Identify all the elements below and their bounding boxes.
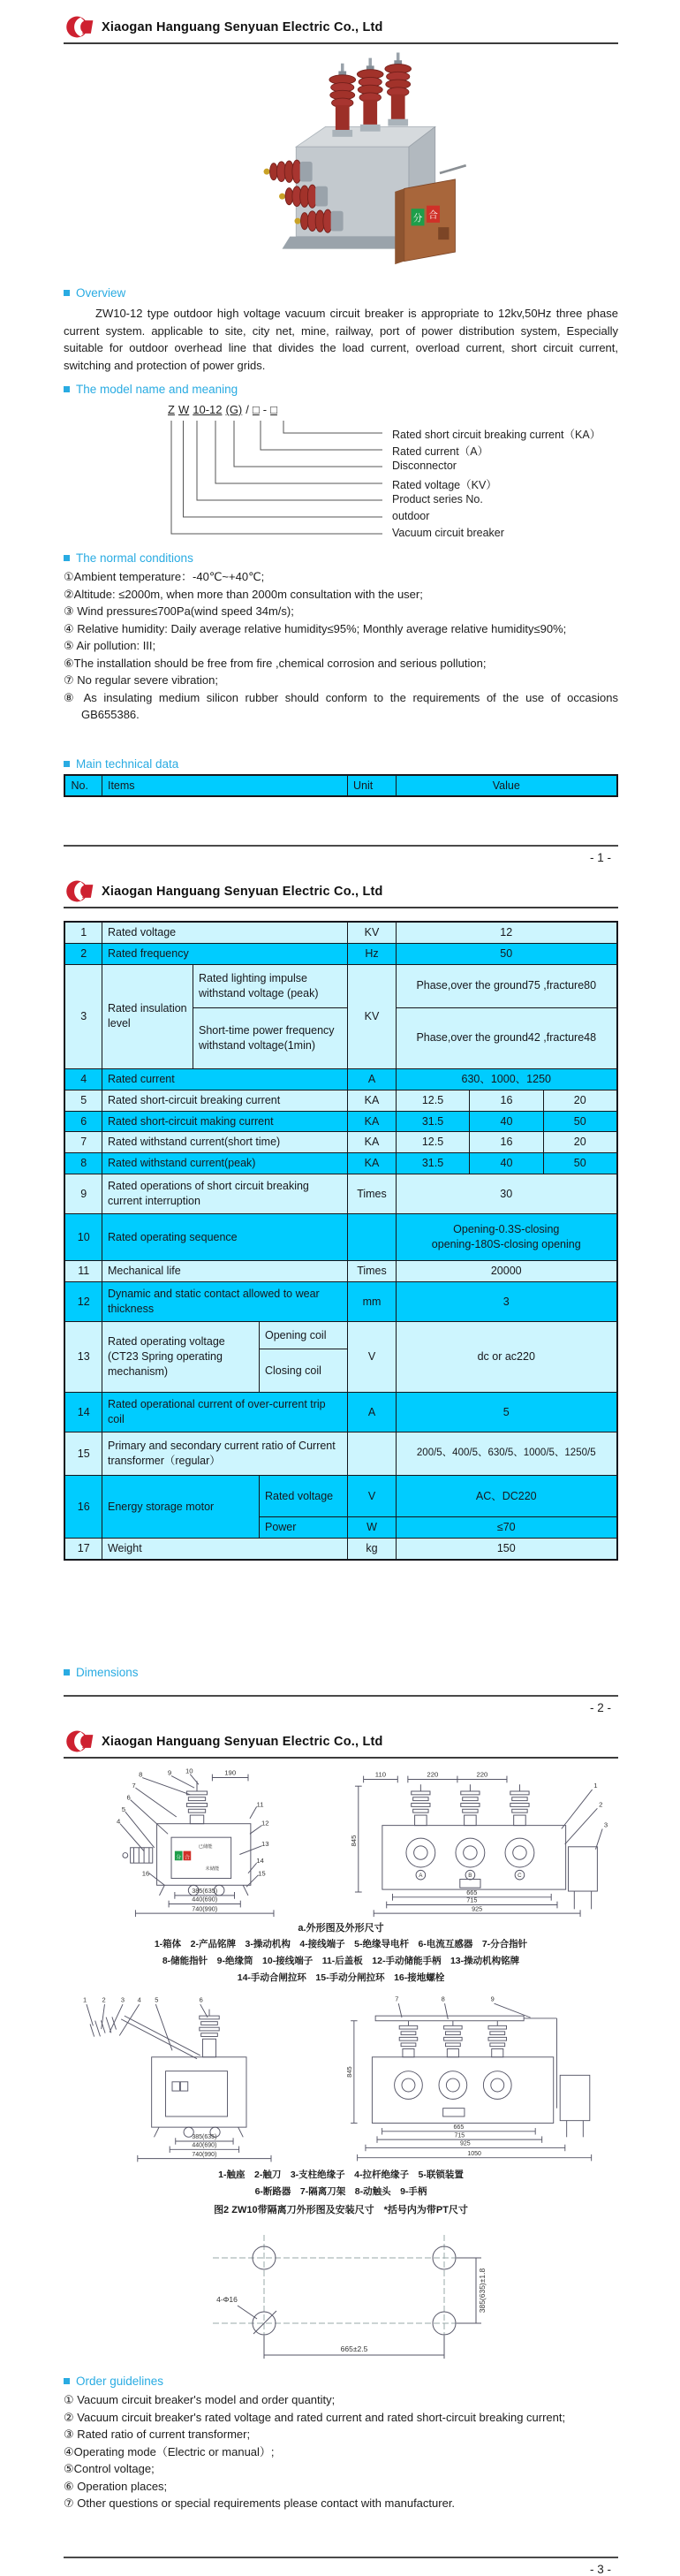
model-label: Rated current（A）: [392, 445, 489, 458]
figure-1-parts-line3: 14-手动合闸拉环 15-手动分闸拉环 16-接地螺栓: [237, 1972, 445, 1983]
condition-item: ②Altitude: ≤2000m, when more than 2000m consultation with the user;: [64, 587, 423, 601]
svg-text:220: 220: [476, 1770, 488, 1779]
table-row-15: 15 Primary and secondary current ratio of Current transformer（regular） 200/5、400/5、630/5、1000/5、1250/5: [64, 1432, 616, 1476]
svg-text:2: 2: [599, 1800, 603, 1809]
company-name: Xiaogan Hanguang Senyuan Electric Co., Ltd: [102, 1734, 383, 1749]
svg-text:385(635): 385(635): [192, 1886, 218, 1895]
svg-text:925: 925: [460, 2140, 471, 2147]
model-label: outdoor: [392, 510, 430, 522]
page-number: - 2 -: [589, 1701, 611, 1714]
section-bullet-icon: [64, 761, 70, 767]
col-value: Value: [397, 775, 617, 797]
svg-text:6: 6: [199, 1995, 203, 2004]
svg-text:7: 7: [395, 1995, 399, 2003]
svg-text:1050: 1050: [467, 2150, 481, 2157]
svg-text:3: 3: [603, 1820, 608, 1829]
figure-2-caption: 图2 ZW10带隔离刀外形图及安装尺寸 *括号内为带PT尺寸: [214, 2205, 468, 2215]
page-number: - 1 -: [589, 851, 611, 864]
figure-3: [64, 2224, 618, 2366]
page-1: [0, 0, 680, 864]
svg-text:110: 110: [374, 1770, 387, 1779]
col-no: No.: [64, 775, 102, 797]
page-3-footer: [64, 2557, 618, 2576]
svg-text:1: 1: [82, 1995, 87, 2004]
table-row-6: 6 Rated short-circuit making current KA 31.5 40 50: [64, 1111, 616, 1132]
table-row-8: 8 Rated withstand current(peak) KA 31.5 40 50: [64, 1153, 616, 1174]
hole-span-dim: 665±2.5: [340, 2344, 368, 2353]
fig1-side-view-drawing: [69, 1766, 325, 1918]
table-row-13a: 13 Rated operating voltage (CT23 Spring operating mechanism) Opening coil V dc or ac220: [64, 1322, 616, 1349]
hole-diameter-label: 4-Φ16: [216, 2295, 238, 2304]
section-bullet-icon: [64, 1669, 70, 1676]
order-item: ④Operating mode（Electric or manual）;: [64, 2444, 275, 2458]
section-model-title: [64, 383, 618, 396]
table-row-7: 7 Rated withstand current(short time) KA 12.5 16 20: [64, 1132, 616, 1153]
svg-text:15: 15: [258, 1869, 266, 1878]
model-segment: -: [262, 403, 268, 416]
svg-text:440(690): 440(690): [192, 1895, 218, 1904]
svg-text:925: 925: [472, 1904, 483, 1913]
company-logo-icon: [65, 1729, 94, 1754]
condition-item: ③ Wind pressure≤700Pa(wind speed 34m/s);: [64, 604, 294, 618]
model-diagram: [64, 403, 618, 543]
section-bullet-icon: [64, 555, 70, 561]
page-2: [0, 864, 680, 1714]
order-item: ⑤Control voltage;: [64, 2462, 155, 2475]
model-label: Rated short circuit breaking current（KA）: [392, 429, 601, 441]
table-header-row: [64, 775, 616, 797]
svg-text:16: 16: [141, 1869, 150, 1878]
svg-text:3: 3: [120, 1995, 125, 2004]
figure-2: [64, 1993, 618, 2166]
table-row-16b: Power W ≤70: [64, 1517, 616, 1539]
svg-text:B: B: [468, 1873, 472, 1880]
section-bullet-icon: [64, 290, 70, 296]
table-row-16a: 16 Energy storage motor Rated voltage V AC、DC220: [64, 1476, 616, 1517]
company-name: Xiaogan Hanguang Senyuan Electric Co., Ltd: [102, 884, 383, 899]
section-technical-title: [64, 757, 618, 771]
operating-sequence-line2: opening-180S-closing opening: [431, 1238, 581, 1251]
svg-text:8: 8: [139, 1770, 143, 1779]
svg-text:4: 4: [137, 1995, 141, 2004]
table-row-3b: Short-time power frequency withstand voltage(1min) Phase,over the ground42 ,fracture48: [64, 1007, 616, 1068]
conditions-title-text: The normal conditions: [76, 551, 193, 565]
open-indicator-label: 分: [412, 214, 423, 224]
model-label: Product series No.: [392, 493, 483, 505]
svg-text:740(990): 740(990): [192, 2151, 217, 2158]
table-row-1: 1 Rated voltage KV 12: [64, 922, 616, 943]
svg-text:665: 665: [453, 2124, 465, 2131]
figure-1-parts-line2: 8-储能指针 9-绝缘筒 10-接线端子 11-后盖板 12-手动储能手柄 13-操动机构铭牌: [162, 1956, 520, 1966]
model-segment: □: [252, 403, 260, 416]
svg-text:7: 7: [132, 1782, 136, 1790]
model-connector-lines: [168, 421, 384, 540]
model-label: Disconnector: [392, 460, 457, 472]
technical-title-text: Main technical data: [76, 756, 179, 771]
svg-text:715: 715: [454, 2132, 465, 2139]
table-row-13b: Closing coil: [64, 1349, 616, 1393]
order-item: ② Vacuum circuit breaker's rated voltage and rated current and rated short-circuit breaking current;: [64, 2410, 566, 2424]
order-list: [64, 2391, 618, 2512]
svg-text:5: 5: [121, 1805, 126, 1814]
dimensions-title-text: Dimensions: [76, 1666, 139, 1679]
technical-table-header: [64, 774, 617, 798]
col-unit: Unit: [348, 775, 397, 797]
model-label: Vacuum circuit breaker: [392, 527, 504, 539]
order-item: ③ Rated ratio of current transformer;: [64, 2428, 251, 2441]
svg-text:845: 845: [349, 1835, 358, 1847]
model-segment: W: [178, 403, 190, 416]
svg-text:A: A: [419, 1873, 423, 1880]
overview-title-text: Overview: [76, 286, 126, 300]
col-items: Items: [102, 775, 347, 797]
page-3: [0, 1714, 680, 2576]
fig1-front-view-drawing: [348, 1766, 613, 1918]
company-header: [64, 12, 618, 44]
svg-text:10: 10: [185, 1767, 193, 1775]
table-row-9: 9 Rated operations of short circuit breaking current interruption Times 30: [64, 1174, 616, 1214]
hole-pitch-dim: 385(635)±1.8: [478, 2268, 487, 2314]
company-header: [64, 1727, 618, 1759]
technical-data-table: [64, 921, 617, 1561]
svg-text:12: 12: [261, 1819, 269, 1828]
svg-text:440(690): 440(690): [192, 2142, 217, 2149]
condition-item: ⑦ No regular severe vibration;: [64, 673, 218, 687]
company-logo-icon: [65, 878, 94, 904]
operating-sequence-line1: Opening-0.3S-closing: [453, 1223, 560, 1236]
svg-text:已储能: 已储能: [198, 1843, 213, 1850]
order-item: ① Vacuum circuit breaker's model and order quantity;: [64, 2393, 336, 2406]
svg-text:1: 1: [593, 1782, 598, 1790]
condition-item: ⑤ Air pollution: III;: [64, 639, 156, 652]
svg-text:9: 9: [490, 1995, 495, 2003]
condition-item: ⑧ As insulating medium silicon rubber should conform to the requirements of the use of occasions GB655386.: [64, 690, 618, 721]
svg-text:740(990): 740(990): [192, 1904, 218, 1913]
close-indicator-label: 合: [428, 210, 438, 221]
model-label: Rated voltage（KV）: [392, 479, 497, 491]
figure-2-parts-line1: 1-触座 2-触刀 3-支柱绝缘子 4-拉杆绝缘子 5-联锁装置: [218, 2169, 464, 2180]
section-overview-title: [64, 286, 618, 300]
svg-text:5: 5: [155, 1995, 159, 2004]
fig2-front-view-drawing: [344, 1993, 608, 2166]
svg-text:2: 2: [102, 1995, 106, 2004]
svg-text:385(635): 385(635): [192, 2134, 217, 2141]
fig3-mounting-hole-drawing: [151, 2224, 531, 2366]
page-2-footer: [64, 1695, 618, 1714]
page-1-footer: [64, 845, 618, 864]
table-row-10: 10 Rated operating sequence Opening-0.3S-closing opening-180S-closing opening: [64, 1214, 616, 1261]
svg-text:8: 8: [441, 1995, 445, 2003]
section-order-title: [64, 2375, 618, 2388]
table-row-4: 4 Rated current A 630、1000、1250: [64, 1068, 616, 1090]
svg-text:665: 665: [466, 1888, 478, 1896]
conditions-list: [64, 568, 618, 724]
company-logo-icon: [65, 14, 94, 40]
model-segment: (G): [225, 403, 243, 416]
fig2-side-view-drawing: [73, 1993, 321, 2166]
order-title-text: Order guidelines: [76, 2375, 164, 2388]
order-item: ⑥ Operation places;: [64, 2479, 168, 2493]
model-segment: 10-12: [193, 403, 223, 416]
svg-text:845: 845: [345, 2066, 354, 2078]
section-conditions-title: [64, 551, 618, 565]
svg-text:4: 4: [116, 1817, 121, 1826]
figure-2-parts-line2: 6-断路器 7-隔离刀架 8-动触头 9-手柄: [254, 2186, 427, 2197]
svg-text:220: 220: [427, 1770, 439, 1779]
table-row-2: 2 Rated frequency Hz 50: [64, 943, 616, 964]
table-row-5: 5 Rated short-circuit breaking current KA 12.5 16 20: [64, 1090, 616, 1111]
svg-text:未储能: 未储能: [205, 1866, 220, 1872]
model-code: [168, 403, 277, 416]
company-header: [64, 877, 618, 908]
model-segment: □: [270, 403, 277, 416]
company-name: Xiaogan Hanguang Senyuan Electric Co., Ltd: [102, 19, 383, 34]
svg-text:11: 11: [256, 1800, 264, 1809]
order-item: ⑦ Other questions or special requirements please contact with manufacturer.: [64, 2496, 456, 2510]
table-row-12: 12 Dynamic and static contact allowed to wear thickness mm 3: [64, 1282, 616, 1322]
svg-text:9: 9: [167, 1768, 172, 1777]
condition-item: ④ Relative humidity: Daily average relative humidity≤95%; Monthly average relative humidity≤90%;: [64, 621, 567, 635]
section-dimensions-title: [64, 1666, 618, 1679]
svg-text:C: C: [518, 1873, 522, 1880]
condition-item: ①Ambient temperature：-40℃~+40℃;: [64, 570, 265, 583]
model-title-text: The model name and meaning: [76, 383, 238, 396]
product-photo: [64, 49, 618, 277]
svg-text:14: 14: [256, 1857, 264, 1866]
table-row-3a: 3 Rated insulation level Rated lighting impulse withstand voltage (peak) KV Phase,over the ground75 ,fracture80: [64, 964, 616, 1007]
table-row-17: 17 Weight kg 150: [64, 1538, 616, 1559]
figure-1-parts-line1: 1-箱体 2-产品铭牌 3-操动机构 4-接线端子 5-绝缘导电杆 6-电流互感器 7-分合指针: [154, 1939, 528, 1949]
dim-label: 190: [224, 1768, 237, 1777]
svg-text:6: 6: [126, 1793, 131, 1802]
svg-text:13: 13: [261, 1839, 269, 1848]
figure-1: [64, 1766, 618, 1918]
page-number: - 3 -: [589, 2563, 611, 2576]
figure-1-caption: a.外形图及外形尺寸: [298, 1923, 384, 1934]
svg-text:合: 合: [184, 1855, 190, 1861]
section-bullet-icon: [64, 2378, 70, 2384]
model-segment: Z: [168, 403, 175, 416]
section-bullet-icon: [64, 386, 70, 392]
table-row-11: 11 Mechanical life Times 20000: [64, 1261, 616, 1282]
svg-text:715: 715: [466, 1896, 478, 1904]
condition-item: ⑥The installation should be free from fire ,chemical corrosion and serious pollution;: [64, 656, 487, 670]
table-row-14: 14 Rated operational current of over-current trip coil A 5: [64, 1393, 616, 1432]
model-segment: /: [246, 403, 249, 416]
svg-text:分: 分: [176, 1855, 182, 1861]
vacuum-breaker-photo: [195, 49, 487, 277]
overview-paragraph: ZW10-12 type outdoor high voltage vacuum circuit breaker is appropriate to 12kv,50Hz three phase current system. applicable to site, city net, mine, railway, port of power distribution system, Especially suitable for outdoor overhead line that divides the load current, overload current, short circuit current, switching and protection of power grids.: [64, 307, 618, 372]
